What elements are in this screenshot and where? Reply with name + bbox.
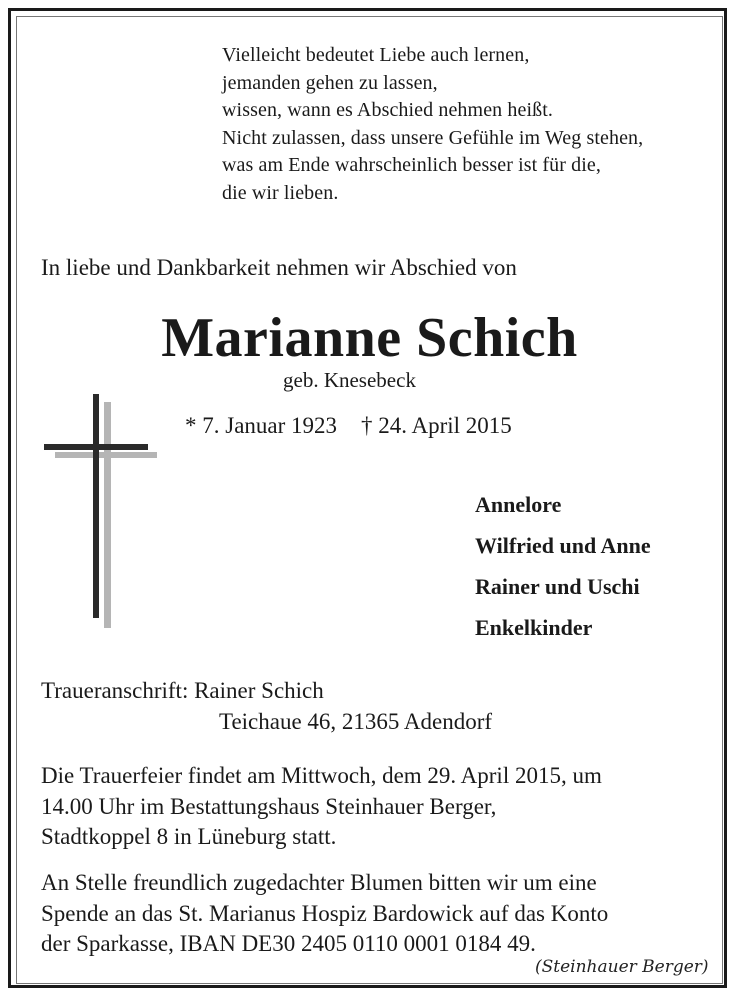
donation-paragraph — [41, 868, 608, 960]
birth-date: * 7. Januar 1923 — [185, 413, 338, 438]
service-line: 14.00 Uhr im Bestattungshaus Steinhauer Berger, — [41, 793, 497, 819]
mourner: Wilfried und Anne — [475, 533, 651, 558]
funeral-home-signature: (Steinhauer Berger) — [535, 957, 709, 977]
mourner: Annelore — [475, 492, 562, 517]
mourner: Enkelkinder — [475, 615, 593, 640]
poem-line: Vielleicht bedeutet Liebe auch lernen, — [222, 44, 530, 66]
cross-beam-horizontal — [44, 444, 148, 450]
poem-line: Nicht zulassen, dass unsere Gefühle im Weg stehen, — [222, 126, 644, 149]
cross-beam-vertical — [93, 394, 99, 618]
address-street: Teichaue 46, 21365 Adendorf — [219, 709, 493, 734]
donation-line: An Stelle freundlich zugedachter Blumen bitten wir um eine — [41, 870, 597, 895]
address-name: Rainer Schich — [194, 678, 324, 703]
donation-line: Spende an das St. Marianus Hospiz Bardowick auf das Konto — [41, 900, 609, 926]
mourners-list — [475, 484, 651, 648]
cross-shadow-horizontal — [55, 452, 157, 458]
death-date: † 24. April 2015 — [361, 413, 512, 438]
mourning-address — [41, 675, 492, 737]
donation-line: der Sparkasse, IBAN DE30 2405 0110 0001 0184 49. — [41, 931, 536, 956]
intro-text: In liebe und Dankbarkeit nehmen wir Abschied von — [41, 255, 517, 280]
cross-shadow-vertical — [104, 402, 111, 628]
mourner: Rainer und Uschi — [475, 574, 640, 599]
poem — [222, 42, 643, 207]
service-line: Stadtkoppel 8 in Lüneburg statt. — [41, 824, 337, 849]
birth-name: geb. Knesebeck — [283, 368, 416, 392]
service-paragraph — [41, 761, 602, 853]
service-line: Die Trauerfeier findet am Mittwoch, dem 29. April 2015, um — [41, 763, 602, 788]
deceased-name: Marianne Schich — [161, 307, 578, 369]
poem-line: jemanden gehen zu lassen, — [222, 71, 438, 94]
poem-line: was am Ende wahrscheinlich besser ist für die, — [222, 154, 601, 176]
address-label: Traueranschrift: — [41, 678, 189, 703]
poem-line: die wir lieben. — [222, 181, 339, 204]
poem-line: wissen, wann es Abschied nehmen heißt. — [222, 99, 553, 121]
cross-icon — [44, 394, 160, 634]
life-dates — [185, 413, 512, 439]
